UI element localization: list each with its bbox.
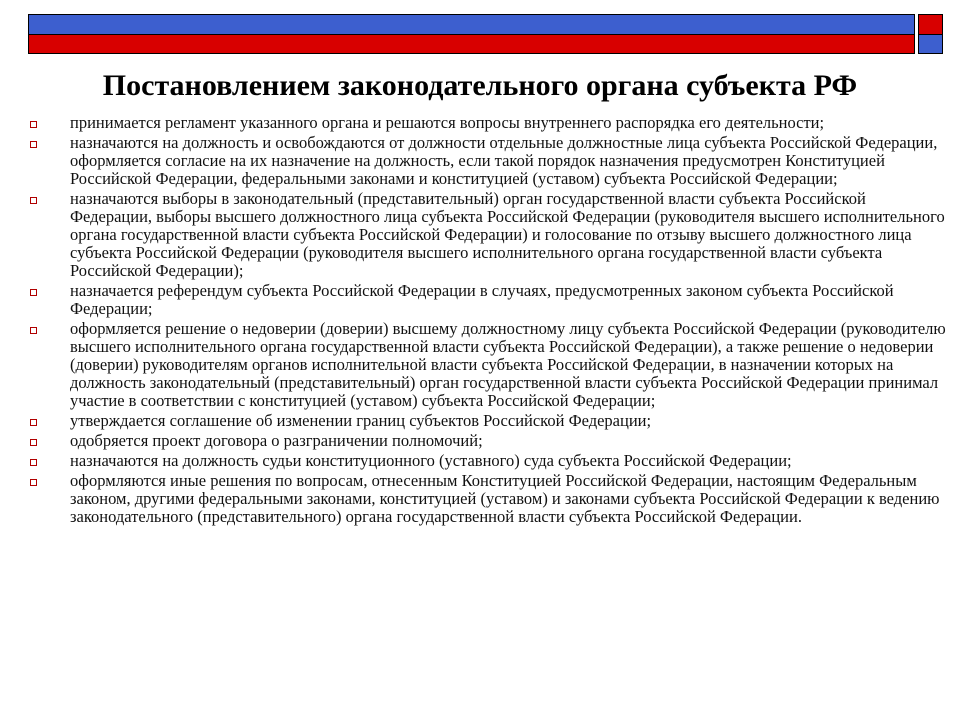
list-item xyxy=(24,114,946,132)
list-item-text: назначаются выборы в законодательный (представительный) орган государственной власти субъекта Российской Федерации, выборы высшего должностного лица субъекта Российской Федерации (руководителя высшего исполнительного органа государственной власти субъекта Российской Федерации) и голосование по отзыву высшего должностного лица субъекта Российской Федерации (руководителя высшего исполнительного органа государственной власти субъекта Российской Федерации); xyxy=(70,189,945,280)
list-item-text: утверждается соглашение об изменении границ субъектов Российской Федерации; xyxy=(70,411,652,430)
square-bullet-icon xyxy=(30,479,37,486)
square-bullet-icon xyxy=(30,327,37,334)
list-item xyxy=(24,320,946,410)
square-bullet-icon xyxy=(30,289,37,296)
blue-square xyxy=(918,34,943,54)
red-stripe xyxy=(28,34,915,54)
list-item xyxy=(24,134,946,188)
list-item xyxy=(24,472,946,526)
square-bullet-icon xyxy=(30,141,37,148)
list-item xyxy=(24,432,946,450)
red-square xyxy=(918,14,943,35)
bullet-list xyxy=(24,114,946,528)
square-bullet-icon xyxy=(30,459,37,466)
list-item xyxy=(24,412,946,430)
square-bullet-icon xyxy=(30,197,37,204)
list-item xyxy=(24,190,946,280)
list-item-text: одобряется проект договора о разграничении полномочий; xyxy=(70,431,483,450)
list-item-text: принимается регламент указанного органа и решаются вопросы внутреннего распорядка его деятельности; xyxy=(70,113,825,132)
square-bullet-icon xyxy=(30,419,37,426)
list-item-text: назначаются на должность и освобождаются от должности отдельные должностные лица субъекта Российской Федерации, оформляется согласие на их назначение на должность, если такой порядок назначения предусмотрен Конституцией Российской Федерации, федеральными законами и конституцией (уставом) субъекта Российской Федерации; xyxy=(70,133,938,188)
list-item-text: назначаются на должность судьи конституционного (уставного) суда субъекта Российской Федерации; xyxy=(70,451,792,470)
header-decoration-bar xyxy=(28,14,943,54)
square-bullet-icon xyxy=(30,439,37,446)
list-item-text: назначается референдум субъекта Российской Федерации в случаях, предусмотренных законом субъекта Российской Федерации; xyxy=(70,281,894,318)
slide-title: Постановлением законодательного органа субъекта РФ xyxy=(102,69,858,102)
blue-stripe xyxy=(28,14,915,35)
square-bullet-icon xyxy=(30,121,37,128)
list-item-text: оформляется решение о недоверии (доверии) высшему должностному лицу субъекта Российской Федерации (руководителю высшего исполнительного органа государственной власти субъекта Российской Федерации), а также решение о недоверии (доверии) руководителям органов исполнительной власти субъекта Российской Федерации, в назначении которых на должность законодательный (представительный) орган государственной власти субъекта Российской Федерации принимал участие в соответствии с конституцией (уставом) субъекта Российской Федерации; xyxy=(70,319,946,410)
list-item-text: оформляются иные решения по вопросам, отнесенным Конституцией Российской Федерации, настоящим Федеральным законом, другими федеральными законами, конституцией (уставом) и законами субъекта Российской Федерации к ведению законодательного (представительного) органа государственной власти субъекта Российской Федерации. xyxy=(70,471,940,526)
list-item xyxy=(24,452,946,470)
list-item xyxy=(24,282,946,318)
